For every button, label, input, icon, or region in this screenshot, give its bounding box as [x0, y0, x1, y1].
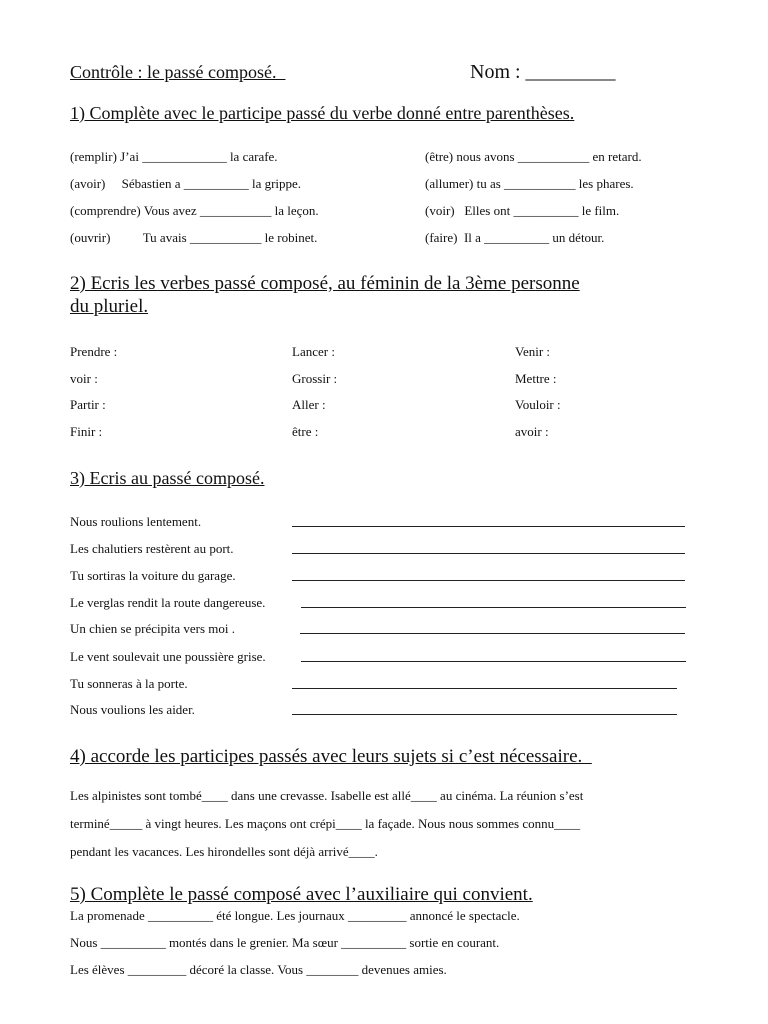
paragraph-line: pendant les vacances. Les hirondelles sont déjà arrivé____. [70, 844, 378, 859]
paragraph-line: Les alpinistes sont tombé____ dans une crevasse. Isabelle est allé____ au cinéma. La réunion s’est [70, 788, 584, 803]
exercise-1-left-item: (ouvrir) Tu avais ___________ le robinet. [70, 230, 318, 245]
verb-item: Prendre : [70, 344, 118, 359]
verb-item: être : [292, 424, 319, 439]
verb-item: Venir : [515, 344, 551, 359]
answer-line[interactable] [292, 553, 685, 554]
exercise-2-title-continued [70, 297, 148, 316]
verb-item: Partir : [70, 397, 106, 412]
verb-item: Grossir : [292, 371, 338, 386]
exercise-1-left-item: (avoir) Sébastien a __________ la grippe. [70, 176, 302, 191]
exercise-5-title [70, 885, 533, 904]
page-title: Contrôle : le passé composé. [70, 62, 286, 82]
sentence-item: Nous voulions les aider. [70, 702, 195, 717]
sentence-item: Les chalutiers restèrent au port. [70, 541, 234, 556]
exercise-1-left-item: (remplir) J’ai _____________ la carafe. [70, 149, 278, 164]
exercise-2-title-line: du pluriel. [70, 296, 149, 317]
exercise-3-title: 3) Ecris au passé composé. [70, 468, 265, 488]
verb-item: voir : [70, 371, 98, 386]
exercise-1-left-item: (comprendre) Vous avez ___________ la leçon. [70, 203, 319, 218]
exercise-1-title: 1) Complète avec le participe passé du verbe donné entre parenthèses. [70, 103, 575, 123]
exercise-4-title-text: 4) accorde les participes passés avec leurs sujets si c’est nécessaire. [70, 746, 592, 767]
name-field-label: Nom : _________ [470, 61, 616, 83]
verb-item: Mettre : [515, 371, 557, 386]
answer-line[interactable] [292, 580, 685, 581]
paragraph-line: terminé_____ à vingt heures. Les maçons ont crépi____ la façade. Nous nous sommes connu____ [70, 816, 581, 831]
verb-item: Aller : [292, 397, 326, 412]
sentence-item: Le verglas rendit la route dangereuse. [70, 595, 269, 610]
verb-item: Finir : [70, 424, 103, 439]
exercise-5-title-text: 5) Complète le passé composé avec l’auxiliaire qui convient. [70, 884, 533, 905]
answer-line[interactable] [300, 633, 685, 634]
exercise-1-right-item: (être) nous avons ___________ en retard. [425, 149, 642, 164]
exercise-2-title [70, 274, 580, 293]
exercise-1-right-item: (voir) Elles ont __________ le film. [425, 203, 620, 218]
paragraph-line: Nous __________ montés dans le grenier. Ma sœur __________ sortie en courant. [70, 935, 500, 950]
answer-line[interactable] [301, 661, 686, 662]
answer-line[interactable] [292, 714, 677, 715]
sentence-item: Tu sonneras à la porte. [70, 676, 188, 691]
exercise-1-right-item: (allumer) tu as ___________ les phares. [425, 176, 634, 191]
answer-line[interactable] [292, 526, 685, 527]
paragraph-line: Les élèves _________ décoré la classe. Vous ________ devenues amies. [70, 962, 447, 977]
verb-item: Lancer : [292, 344, 335, 359]
sentence-item: Nous roulions lentement. [70, 514, 202, 529]
answer-line[interactable] [301, 607, 686, 608]
exercise-2-title-line: 2) Ecris les verbes passé composé, au féminin de la 3ème personne [70, 273, 580, 294]
answer-line[interactable] [292, 688, 677, 689]
verb-item: Vouloir : [515, 397, 561, 412]
exercise-4-title [70, 747, 592, 766]
paragraph-line: La promenade __________ été longue. Les journaux _________ annoncé le spectacle. [70, 908, 520, 923]
verb-item: avoir : [515, 424, 549, 439]
sentence-item: Un chien se précipita vers moi . [70, 621, 235, 636]
sentence-item: Tu sortiras la voiture du garage. [70, 568, 236, 583]
exercise-1-right-item: (faire) Il a __________ un détour. [425, 230, 605, 245]
sentence-item: Le vent soulevait une poussière grise. [70, 649, 269, 664]
